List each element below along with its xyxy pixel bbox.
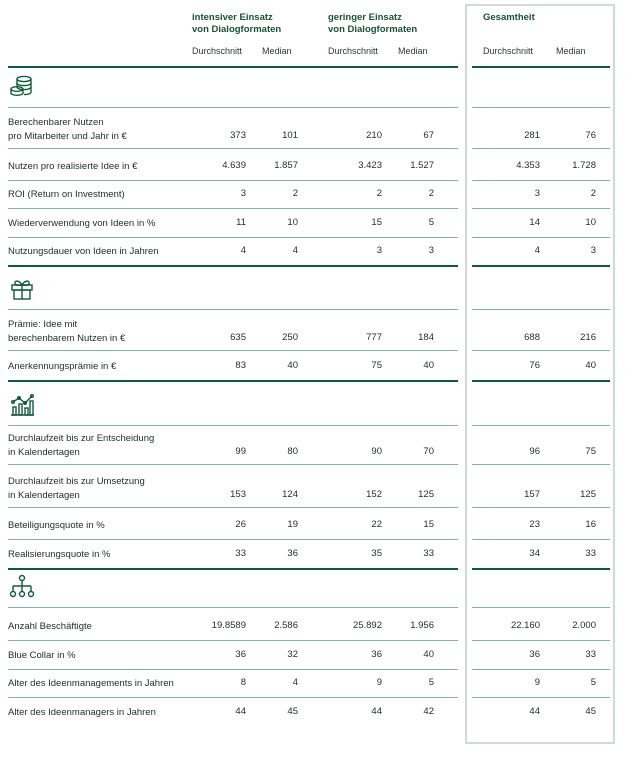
cell-value: 34	[529, 548, 540, 559]
row-label-line: Realisierungsquote in %	[8, 549, 111, 560]
cell-value: 67	[423, 130, 434, 141]
row-label	[8, 318, 125, 346]
cell-value: 3	[376, 245, 382, 256]
cell-value: 250	[282, 332, 298, 343]
cell-value: 777	[366, 332, 382, 343]
cell-value: 2.586	[274, 620, 298, 631]
row-label-line: Alter des Ideenmanagements in Jahren	[8, 678, 174, 689]
cell-value: 9	[534, 677, 540, 688]
subheader-avg-1: Durchschnitt	[192, 46, 243, 56]
row-label-line: Alter des Ideenmanagers in Jahren	[8, 707, 156, 718]
cell-value: 15	[371, 217, 382, 228]
cell-value: 101	[282, 130, 298, 141]
cell-value: 153	[230, 489, 246, 500]
subheader-median-3: Median	[556, 46, 586, 56]
subheader-avg-2: Durchschnitt	[328, 46, 379, 56]
section-divider	[8, 380, 458, 382]
cell-value: 125	[418, 489, 434, 500]
cell-value: 99	[235, 446, 246, 457]
group-header-line: geringer Einsatz	[328, 12, 402, 23]
cell-value: 75	[371, 360, 382, 371]
cell-value: 90	[371, 446, 382, 457]
row-label-line: ROI (Return on Investment)	[8, 189, 125, 200]
cell-value: 184	[418, 332, 434, 343]
row-label-line: Nutzungsdauer von Ideen in Jahren	[8, 246, 159, 257]
row-divider	[8, 208, 458, 209]
cell-value: 36	[235, 649, 246, 660]
row-divider	[8, 107, 458, 108]
row-label-line: in Kalendertagen	[8, 490, 80, 501]
gift-icon	[8, 276, 36, 302]
section-divider	[472, 568, 610, 570]
cell-value: 40	[287, 360, 298, 371]
cell-value: 10	[585, 217, 596, 228]
row-divider	[8, 148, 458, 149]
cell-value: 11	[236, 217, 246, 228]
cell-value: 96	[529, 446, 540, 457]
section-divider	[8, 66, 458, 68]
coins-icon	[8, 74, 36, 100]
row-label-line: berechenbarem Nutzen in €	[8, 333, 126, 344]
row-divider	[472, 309, 610, 310]
cell-value: 25.892	[352, 620, 382, 631]
subheader-median-1: Median	[262, 46, 292, 56]
cell-value: 210	[366, 130, 382, 141]
row-label	[8, 432, 154, 460]
row-divider	[8, 350, 458, 351]
chart-icon	[8, 392, 36, 418]
row-label-line: Prämie: Idee mit	[8, 319, 78, 330]
cell-value: 23	[529, 519, 540, 530]
row-label	[8, 649, 76, 663]
cell-value: 33	[423, 548, 434, 559]
cell-value: 4	[292, 245, 298, 256]
row-label-line: Anerkennungsprämie in €	[8, 361, 117, 372]
row-label-line: Wiederverwendung von Ideen in %	[8, 218, 156, 229]
row-label	[8, 677, 174, 691]
row-divider	[472, 237, 610, 238]
row-divider	[472, 607, 610, 608]
cell-value: 35	[371, 548, 382, 559]
row-divider	[472, 507, 610, 508]
cell-value: 36	[371, 649, 382, 660]
row-divider	[472, 350, 610, 351]
cell-value: 75	[585, 446, 596, 457]
cell-value: 1.728	[572, 160, 596, 171]
cell-value: 45	[585, 706, 596, 717]
cell-value: 3.423	[358, 160, 382, 171]
row-label	[8, 706, 156, 720]
cell-value: 3	[428, 245, 434, 256]
cell-value: 44	[371, 706, 382, 717]
cell-value: 9	[376, 677, 382, 688]
group-header-intensive	[192, 12, 281, 36]
row-label	[8, 620, 92, 634]
row-label-line: Anzahl Beschäftigte	[8, 621, 92, 632]
cell-value: 1.956	[410, 620, 434, 631]
cell-value: 8	[240, 677, 246, 688]
row-label	[8, 519, 105, 533]
cell-value: 83	[235, 360, 246, 371]
cell-value: 373	[230, 130, 246, 141]
row-divider	[472, 107, 610, 108]
row-label-line: Durchlaufzeit bis zur Umsetzung	[8, 476, 145, 487]
cell-value: 4	[534, 245, 540, 256]
cell-value: 5	[428, 217, 434, 228]
row-label	[8, 217, 155, 231]
row-divider	[8, 309, 458, 310]
cell-value: 22.160	[510, 620, 540, 631]
cell-value: 2.000	[572, 620, 596, 631]
cell-value: 4	[292, 677, 298, 688]
cell-value: 45	[287, 706, 298, 717]
row-divider	[8, 640, 458, 641]
cell-value: 2	[590, 188, 596, 199]
row-divider	[472, 640, 610, 641]
cell-value: 1.857	[274, 160, 298, 171]
row-divider	[8, 464, 458, 465]
cell-value: 4	[240, 245, 246, 256]
cell-value: 3	[240, 188, 246, 199]
cell-value: 3	[590, 245, 596, 256]
cell-value: 33	[585, 548, 596, 559]
row-label	[8, 548, 110, 562]
cell-value: 635	[230, 332, 246, 343]
cell-value: 157	[524, 489, 540, 500]
row-divider	[472, 180, 610, 181]
subheader-median-2: Median	[398, 46, 428, 56]
row-divider	[8, 180, 458, 181]
row-label	[8, 188, 125, 202]
cell-value: 44	[529, 706, 540, 717]
row-divider	[472, 464, 610, 465]
cell-value: 281	[524, 130, 540, 141]
section-divider	[8, 568, 458, 570]
row-divider	[8, 539, 458, 540]
org-chart-icon	[8, 574, 36, 600]
row-divider	[472, 148, 610, 149]
row-divider	[8, 669, 458, 670]
cell-value: 76	[585, 130, 596, 141]
cell-value: 40	[585, 360, 596, 371]
cell-value: 688	[524, 332, 540, 343]
cell-value: 19.8589	[211, 620, 246, 631]
row-label	[8, 160, 137, 174]
row-label-line: Berechenbarer Nutzen	[8, 117, 104, 128]
cell-value: 4.639	[222, 160, 246, 171]
section-divider	[472, 66, 610, 68]
row-label-line: in Kalendertagen	[8, 447, 80, 458]
row-divider	[8, 607, 458, 608]
row-divider	[8, 697, 458, 698]
cell-value: 36	[287, 548, 298, 559]
cell-value: 14	[529, 217, 540, 228]
row-label	[8, 360, 116, 374]
row-divider	[472, 539, 610, 540]
cell-value: 1.527	[410, 160, 434, 171]
cell-value: 36	[529, 649, 540, 660]
row-divider	[472, 208, 610, 209]
row-label-line: Beteiligungsquote in %	[8, 520, 105, 531]
cell-value: 42	[423, 706, 434, 717]
cell-value: 16	[585, 519, 596, 530]
group-header-line: von Dialogformaten	[192, 24, 282, 35]
cell-value: 3	[534, 188, 540, 199]
cell-value: 40	[423, 360, 434, 371]
cell-value: 70	[423, 446, 434, 457]
row-divider	[8, 425, 458, 426]
section-divider	[8, 265, 458, 267]
cell-value: 5	[590, 677, 596, 688]
cell-value: 5	[428, 677, 434, 688]
cell-value: 124	[282, 489, 298, 500]
cell-value: 33	[585, 649, 596, 660]
cell-value: 76	[529, 360, 540, 371]
group-header-low	[328, 12, 417, 36]
cell-value: 22	[371, 519, 382, 530]
cell-value: 2	[292, 188, 298, 199]
row-divider	[8, 507, 458, 508]
cell-value: 216	[580, 332, 596, 343]
row-label	[8, 245, 159, 259]
row-label	[8, 116, 127, 144]
row-divider	[8, 237, 458, 238]
cell-value: 152	[366, 489, 382, 500]
group-header-line: von Dialogformaten	[328, 24, 418, 35]
group-header-total: Gesamtheit	[483, 12, 535, 23]
cell-value: 125	[580, 489, 596, 500]
cell-value: 26	[235, 519, 246, 530]
row-divider	[472, 697, 610, 698]
total-column-highlight	[465, 4, 615, 744]
cell-value: 40	[423, 649, 434, 660]
cell-value: 80	[287, 446, 298, 457]
section-divider	[472, 265, 610, 267]
cell-value: 19	[287, 519, 298, 530]
cell-value: 32	[287, 649, 298, 660]
cell-value: 4.353	[516, 160, 540, 171]
cell-value: 15	[423, 519, 434, 530]
row-label-line: Nutzen pro realisierte Idee in €	[8, 161, 138, 172]
cell-value: 2	[376, 188, 382, 199]
row-label-line: pro Mitarbeiter und Jahr in €	[8, 131, 127, 142]
group-header-line: intensiver Einsatz	[192, 12, 273, 23]
row-divider	[472, 425, 610, 426]
row-label	[8, 475, 145, 503]
cell-value: 2	[428, 188, 434, 199]
section-divider	[472, 380, 610, 382]
cell-value: 10	[287, 217, 298, 228]
cell-value: 33	[235, 548, 246, 559]
row-divider	[472, 669, 610, 670]
cell-value: 44	[235, 706, 246, 717]
row-label-line: Blue Collar in %	[8, 650, 76, 661]
row-label-line: Durchlaufzeit bis zur Entscheidung	[8, 433, 155, 444]
subheader-avg-3: Durchschnitt	[483, 46, 534, 56]
